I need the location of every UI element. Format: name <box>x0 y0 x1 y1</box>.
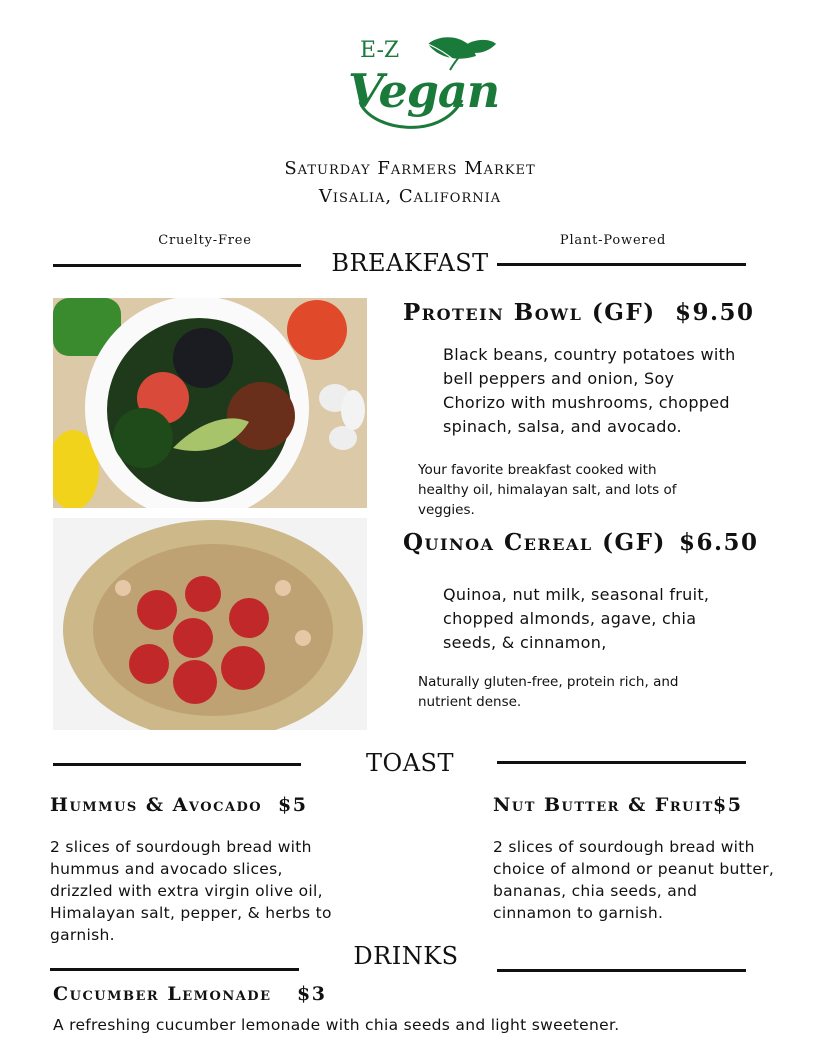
protein-bowl-name: Protein Bowl (GF) <box>403 299 656 326</box>
quinoa-cereal-description: Quinoa, nut milk, seasonal fruit, chopped almonds, agave, chia seeds, & cinnamon, <box>443 585 710 652</box>
toast-section-title: TOAST <box>366 749 454 777</box>
nut-butter-fruit-description: 2 slices of sourdough bread with choice of almond or peanut butter, bananas, chia seeds, and cinnamon to garnish. <box>493 838 775 922</box>
logo-text-small: E-Z <box>360 38 400 63</box>
protein-bowl-photo <box>53 298 367 508</box>
quinoa-cereal-price: $6.50 <box>679 529 759 556</box>
protein-bowl-description: Black beans, country potatoes with bell peppers and onion, Soy Chorizo with mushrooms, chopped spinach, salsa, and avocado. <box>443 345 736 436</box>
divider <box>50 968 299 971</box>
logo <box>330 30 500 140</box>
divider <box>497 969 746 972</box>
breakfast-section-title: BREAKFAST <box>331 249 489 277</box>
market-name: Saturday Farmers Market <box>284 158 536 179</box>
drinks-section-title: DRINKS <box>353 942 459 970</box>
tagline-cruelty-free: Cruelty-Free <box>158 233 252 248</box>
hummus-avocado-name: Hummus & Avocado <box>50 794 263 816</box>
protein-bowl-note: Your favorite breakfast cooked with healthy oil, himalayan salt, and lots of veggies. <box>418 462 677 518</box>
nut-butter-fruit-name: Nut Butter & Fruit <box>493 794 714 816</box>
tagline-plant-powered: Plant-Powered <box>559 233 667 248</box>
cucumber-lemonade-name: Cucumber Lemonade <box>53 983 272 1005</box>
nut-butter-fruit-price: $5 <box>713 794 743 816</box>
logo-text-script: Vegan <box>348 64 500 118</box>
quinoa-cereal-note: Naturally gluten-free, protein rich, and nutrient dense. <box>418 674 679 710</box>
cucumber-lemonade-description: A refreshing cucumber lemonade with chia seeds and light sweetener. <box>53 1016 620 1034</box>
divider <box>497 761 746 764</box>
divider <box>53 763 301 766</box>
divider <box>497 263 746 266</box>
hummus-avocado-price: $5 <box>278 794 308 816</box>
hummus-avocado-description: 2 slices of sourdough bread with hummus and avocado slices, drizzled with extra virgin olive oil, Himalayan salt, pepper, & herbs to garnish. <box>50 838 332 944</box>
cucumber-lemonade-price: $3 <box>297 983 327 1005</box>
protein-bowl-price: $9.50 <box>675 299 755 326</box>
divider <box>53 264 301 267</box>
quinoa-cereal-name: Quinoa Cereal (GF) <box>403 529 666 556</box>
quinoa-cereal-photo <box>53 518 367 730</box>
market-location: Visalia, California <box>318 186 502 207</box>
